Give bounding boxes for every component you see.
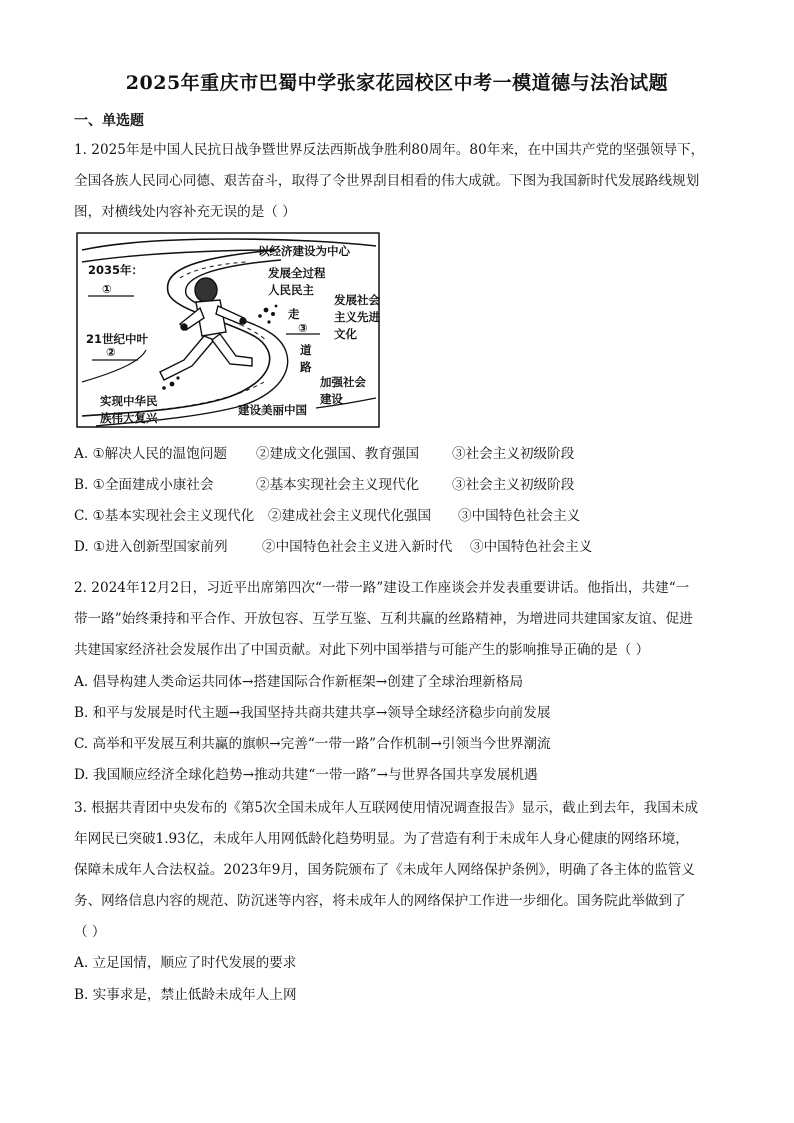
q1-option-c-part-1: C. ①基本实现社会主义现代化 — [74, 508, 255, 524]
q1-option-c[interactable] — [74, 504, 580, 524]
q1-option-d-part-1: D. ①进入创新型国家前列 — [74, 539, 228, 555]
label-blank-3: ③ — [298, 321, 308, 335]
label-social-1: 加强社会 — [320, 375, 366, 389]
page-title: 2025年重庆市巴蜀中学张家花园校区中考一模道德与法治试题 — [125, 72, 669, 94]
q1-option-a-part-2: ②建成文化强国、教育强国 — [256, 446, 420, 462]
q1-option-d[interactable] — [74, 535, 592, 555]
q2-line-2: 带一路”始终秉持和平合作、开放包容、互学互鉴、互利共赢的丝路精神，为增进同共建国家友谊、促进 — [74, 611, 693, 627]
label-beautiful-china: 建设美丽中国 — [238, 403, 307, 417]
label-culture-1: 发展社会 — [334, 293, 380, 307]
label-rejuvenation-2: 族伟大复兴 — [100, 411, 158, 425]
q2-option-a[interactable]: A. 倡导构建人类命运共同体→搭建国际合作新框架→创建了全球治理新格局 — [74, 674, 524, 690]
q1-line-3: 图，对横线处内容补充无误的是（ ） — [74, 204, 296, 220]
q1-option-b[interactable] — [74, 473, 574, 493]
q1-line-2: 全国各族人民同心同德、艰苦奋斗，取得了令世界刮目相看的伟大成就。下图为我国新时代发展路线规划 — [74, 173, 700, 189]
q3-line-3: 保障未成年人合法权益。2023年9月，国务院颁布了《未成年人网络保护条例》，明确了各主体的监管义 — [74, 862, 695, 878]
q2-option-d[interactable]: D. 我国顺应经济全球化趋势→推动共建“一带一路”→与世界各国共享发展机遇 — [74, 767, 538, 783]
q1-option-d-part-3: ③中国特色社会主义 — [470, 539, 593, 555]
label-center: 以经济建设为中心 — [258, 244, 350, 258]
q3-line-5: （ ） — [74, 924, 106, 940]
label-rejuvenation-1: 实现中华民 — [100, 394, 158, 408]
q3-option-b[interactable]: B. 实事求是，禁止低龄未成年人上网 — [74, 987, 297, 1003]
q2-option-c[interactable]: C. 高举和平发展互利共赢的旗帜→完善“一带一路”合作机制→引领当今世界潮流 — [74, 736, 551, 752]
label-democracy-1: 发展全过程 — [268, 266, 326, 280]
label-2035: 2035年： — [88, 263, 144, 277]
q1-option-b-part-1: B. ①全面建成小康社会 — [74, 477, 214, 493]
q1-option-c-part-3: ③中国特色社会主义 — [458, 508, 581, 524]
section-heading: 一、单选题 — [74, 113, 144, 129]
q2-option-b[interactable]: B. 和平与发展是时代主题→我国坚持共商共建共享→领导全球经济稳步向前发展 — [74, 705, 551, 721]
label-dao: 道 — [300, 343, 312, 357]
q1-option-a-part-1: A. ①解决人民的温饱问题 — [74, 446, 227, 462]
label-zou: 走 — [288, 307, 300, 321]
q3-option-a[interactable]: A. 立足国情，顺应了时代发展的要求 — [74, 955, 297, 971]
label-culture-2: 主义先进 — [334, 310, 380, 324]
label-democracy-2: 人民民主 — [268, 283, 314, 297]
q1-line-1: 1. 2025年是中国人民抗日战争暨世界反法西斯战争胜利80周年。80年来，在中国共产党的坚强领导下， — [74, 142, 705, 158]
q3-line-2: 年网民已突破1.93亿，未成年人用网低龄化趋势明显。为了营造有利于未成年人身心健康的网络环境， — [74, 831, 689, 847]
label-lu: 路 — [300, 360, 312, 374]
label-blank-1: ① — [102, 282, 112, 296]
q1-option-c-part-2: ②建成社会主义现代化强国 — [268, 508, 432, 524]
q1-option-b-part-2: ②基本实现社会主义现代化 — [256, 477, 420, 493]
q2-line-1: 2. 2024年12月2日，习近平出席第四次“一带一路”建设工作座谈会并发表重要讲话。他指出，共建“一 — [74, 580, 690, 596]
q3-line-4: 务、网络信息内容的规范、防沉迷等内容，将未成年人的网络保护工作进一步细化。国务院此举做到了 — [74, 893, 686, 909]
q1-option-a[interactable] — [74, 442, 574, 462]
q1-option-b-part-3: ③社会主义初级阶段 — [452, 477, 575, 493]
q3-line-1: 3. 根据共青团中央发布的《第5次全国未成年人互联网使用情况调查报告》显示，截止到去年，我国未成 — [74, 800, 699, 816]
q1-figure — [76, 232, 380, 428]
q1-option-a-part-3: ③社会主义初级阶段 — [452, 446, 575, 462]
q1-option-d-part-2: ②中国特色社会主义进入新时代 — [262, 539, 453, 555]
label-social-2: 建设 — [320, 392, 343, 406]
q2-line-3: 共建国家经济社会发展作出了中国贡献。对此下列中国举措与可能产生的影响推导正确的是（ ） — [74, 642, 650, 658]
label-mid-century: 21世纪中叶 — [86, 332, 149, 346]
label-blank-2: ② — [106, 345, 116, 359]
label-culture-3: 文化 — [334, 327, 357, 341]
development-roadmap-illustration — [76, 232, 380, 428]
